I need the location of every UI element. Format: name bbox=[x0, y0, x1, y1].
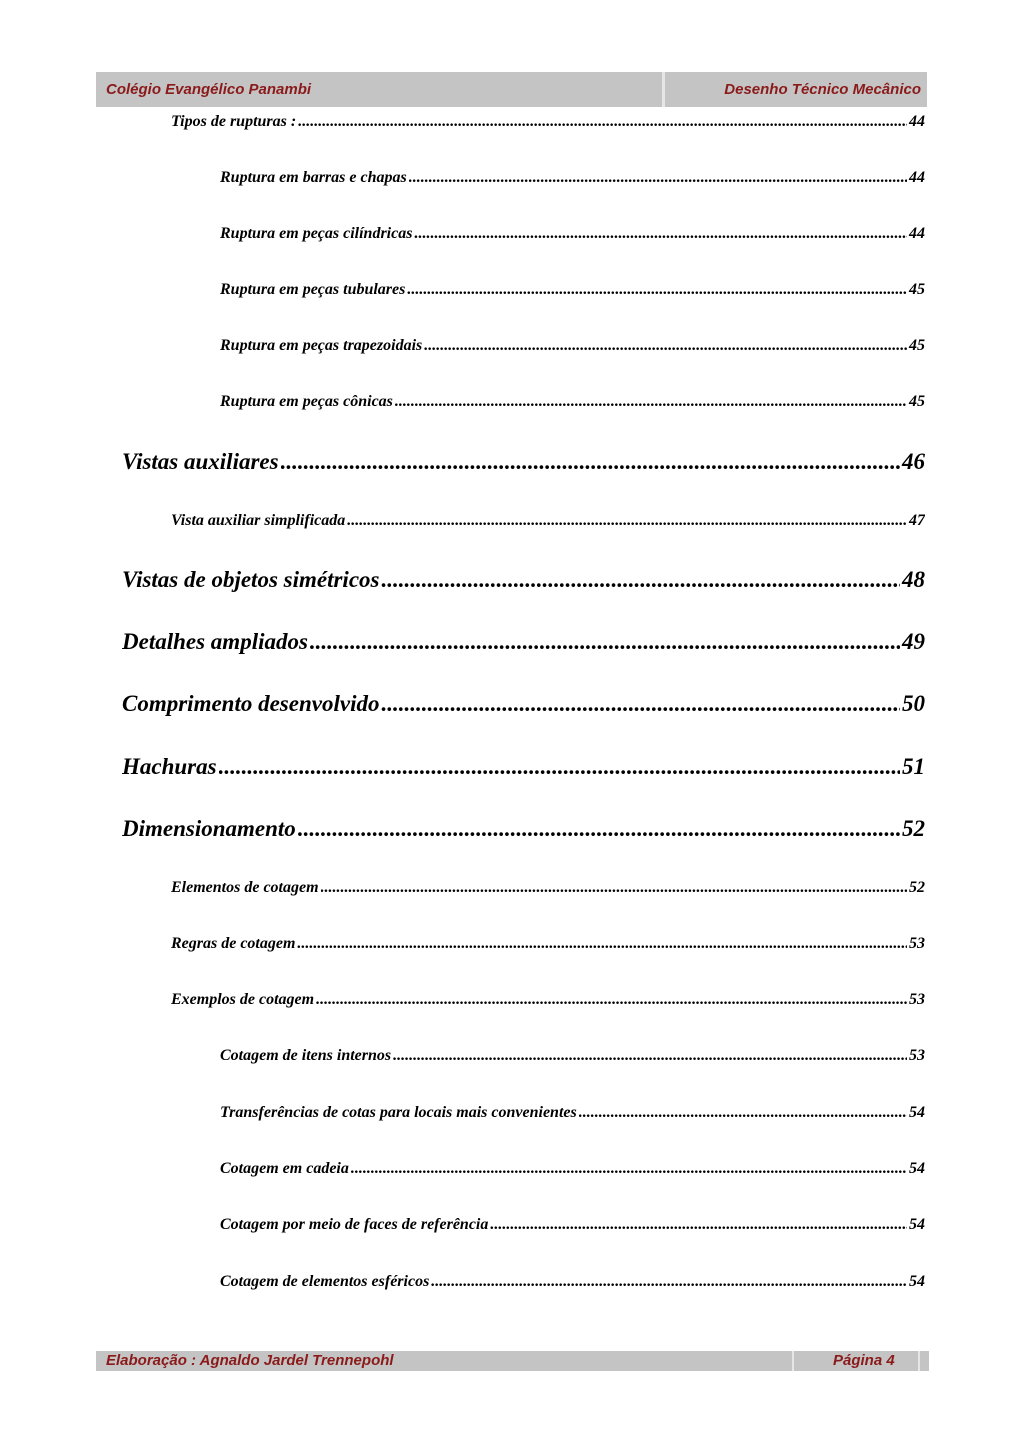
toc-entry-page: 48 bbox=[902, 567, 925, 592]
toc-entry-title: Detalhes ampliados bbox=[122, 629, 308, 654]
toc-dot-leader bbox=[347, 512, 907, 530]
toc-entry-title: Dimensionamento bbox=[122, 816, 296, 841]
toc-entry-page: 44 bbox=[909, 113, 925, 130]
toc-entry-title: Cotagem de elementos esféricos bbox=[220, 1273, 430, 1290]
toc-entry[interactable] bbox=[220, 1216, 925, 1234]
toc-dot-leader bbox=[316, 991, 907, 1009]
toc-entry[interactable] bbox=[171, 879, 925, 897]
toc-entry-page: 44 bbox=[909, 225, 925, 242]
toc-entry-title: Ruptura em peças trapezoidais bbox=[220, 337, 423, 354]
toc-entry-page: 54 bbox=[909, 1273, 925, 1290]
toc-entry-page: 53 bbox=[909, 935, 925, 952]
toc-entry-title: Transferências de cotas para locais mais convenientes bbox=[220, 1104, 577, 1121]
toc-entry[interactable] bbox=[122, 691, 925, 717]
toc-entry[interactable] bbox=[122, 629, 925, 655]
toc-entry-page: 54 bbox=[909, 1160, 925, 1177]
toc-entry-page: 46 bbox=[902, 449, 925, 474]
toc-entry[interactable] bbox=[220, 281, 925, 299]
toc-entry-title: Cotagem por meio de faces de referência bbox=[220, 1216, 489, 1233]
toc-entry-page: 45 bbox=[909, 337, 925, 354]
toc-entry-page: 50 bbox=[902, 691, 925, 716]
toc-dot-leader bbox=[381, 691, 900, 717]
toc-dot-leader bbox=[351, 1160, 907, 1178]
toc-dot-leader bbox=[414, 225, 907, 243]
toc-dot-leader bbox=[409, 169, 907, 187]
toc-dot-leader bbox=[298, 816, 900, 842]
page-header bbox=[96, 72, 927, 109]
toc-dot-leader bbox=[424, 337, 907, 355]
toc-entry-title: Regras de cotagem bbox=[171, 935, 296, 952]
toc-entry-title: Ruptura em barras e chapas bbox=[220, 169, 407, 186]
toc-entry-page: 52 bbox=[909, 879, 925, 896]
toc-entry-title: Ruptura em peças cilíndricas bbox=[220, 225, 413, 242]
toc-entry[interactable] bbox=[220, 1104, 925, 1122]
header-school-name: Colégio Evangélico Panambi bbox=[106, 81, 312, 98]
toc-entry[interactable] bbox=[171, 991, 925, 1009]
toc-dot-leader bbox=[407, 281, 907, 299]
toc-entry-page: 45 bbox=[909, 281, 925, 298]
toc-entry-title: Ruptura em peças cônicas bbox=[220, 393, 393, 410]
toc-entry-title: Cotagem em cadeia bbox=[220, 1160, 349, 1177]
toc-entry[interactable] bbox=[171, 512, 925, 530]
toc-entry-title: Cotagem de itens internos bbox=[220, 1047, 392, 1064]
toc-dot-leader bbox=[310, 629, 900, 655]
toc-dot-leader bbox=[579, 1104, 907, 1122]
toc-entry-page: 49 bbox=[902, 629, 925, 654]
toc-entry[interactable] bbox=[220, 393, 925, 411]
toc-entry[interactable] bbox=[171, 935, 925, 953]
toc-dot-leader bbox=[219, 754, 900, 780]
toc-entry-page: 54 bbox=[909, 1216, 925, 1233]
header-course-title: Desenho Técnico Mecânico bbox=[724, 81, 921, 98]
toc-entry-title: Tipos de rupturas : bbox=[171, 113, 297, 130]
page-footer bbox=[96, 1351, 929, 1371]
toc-entry-page: 45 bbox=[909, 393, 925, 410]
footer-page-number: Página 4 bbox=[833, 1352, 895, 1369]
footer-author: Elaboração : Agnaldo Jardel Trennepohl bbox=[106, 1352, 394, 1369]
toc-entry-title: Vistas de objetos simétricos bbox=[122, 567, 380, 592]
footer-divider bbox=[792, 1351, 794, 1371]
toc-dot-leader bbox=[431, 1273, 907, 1291]
toc-entry[interactable] bbox=[122, 567, 925, 593]
toc-dot-leader bbox=[490, 1216, 907, 1234]
toc-dot-leader bbox=[321, 879, 907, 897]
toc-entry[interactable] bbox=[220, 225, 925, 243]
toc-dot-leader bbox=[298, 113, 907, 131]
toc-dot-leader bbox=[297, 935, 907, 953]
toc-entry[interactable] bbox=[220, 1160, 925, 1178]
toc-dot-leader bbox=[381, 567, 900, 593]
footer-divider bbox=[918, 1351, 920, 1371]
toc-entry-page: 53 bbox=[909, 1047, 925, 1064]
toc-dot-leader bbox=[393, 1047, 907, 1065]
toc-entry-title: Vistas auxiliares bbox=[122, 449, 279, 474]
toc-entry[interactable] bbox=[220, 337, 925, 355]
toc-entry-page: 44 bbox=[909, 169, 925, 186]
toc-entry-page: 53 bbox=[909, 991, 925, 1008]
toc-entry[interactable] bbox=[122, 816, 925, 842]
toc-entry[interactable] bbox=[220, 1273, 925, 1291]
toc-dot-leader bbox=[281, 449, 900, 475]
toc-entry[interactable] bbox=[220, 169, 925, 187]
toc-entry[interactable] bbox=[171, 113, 925, 131]
toc-dot-leader bbox=[395, 393, 907, 411]
toc-entry-page: 52 bbox=[902, 816, 925, 841]
toc-entry-title: Ruptura em peças tubulares bbox=[220, 281, 406, 298]
header-divider bbox=[662, 72, 665, 107]
toc-entry-page: 54 bbox=[909, 1104, 925, 1121]
toc-entry-title: Vista auxiliar simplificada bbox=[171, 512, 346, 529]
toc-entry-title: Elementos de cotagem bbox=[171, 879, 319, 896]
toc-entry[interactable] bbox=[122, 449, 925, 475]
toc-entry[interactable] bbox=[122, 754, 925, 780]
toc-entry-title: Comprimento desenvolvido bbox=[122, 691, 380, 716]
toc-entry-title: Exemplos de cotagem bbox=[171, 991, 315, 1008]
toc-entry[interactable] bbox=[220, 1047, 925, 1065]
toc-entry-page: 47 bbox=[909, 512, 925, 529]
toc-entry-title: Hachuras bbox=[122, 754, 217, 779]
toc-entry-page: 51 bbox=[902, 754, 925, 779]
